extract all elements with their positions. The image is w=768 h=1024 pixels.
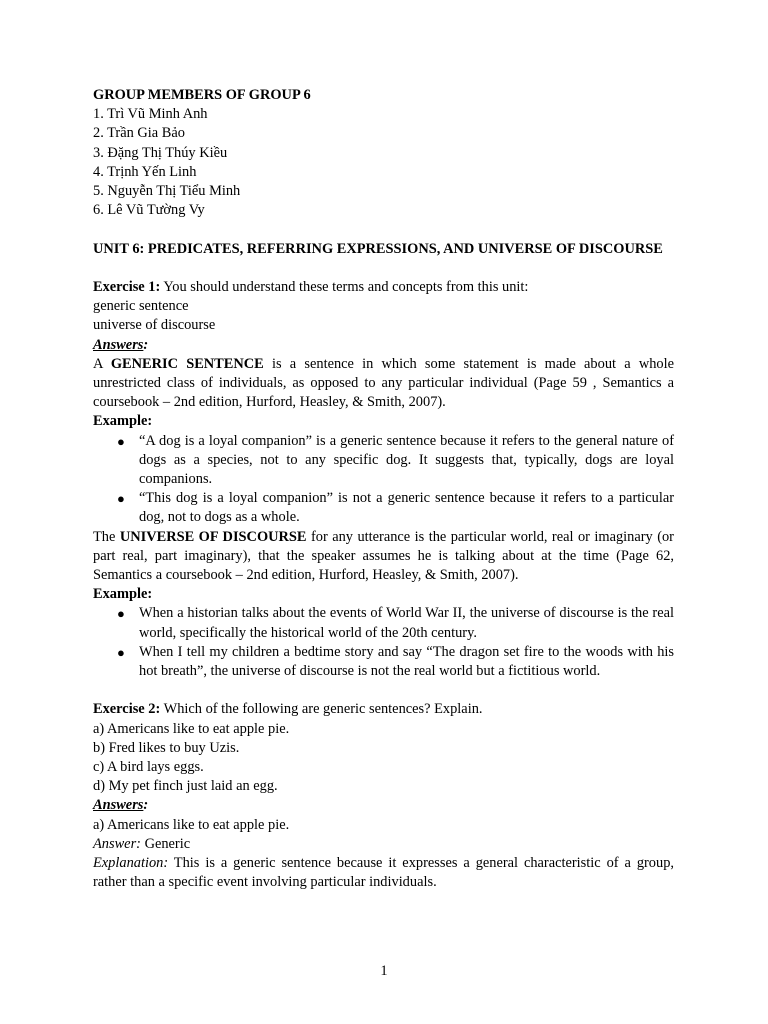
example-label: Example: bbox=[93, 586, 153, 603]
group-heading: GROUP MEMBERS OF GROUP 6 bbox=[93, 87, 311, 103]
spacer bbox=[93, 220, 674, 239]
exercise2-prompt bbox=[93, 700, 674, 719]
generic-lead: A bbox=[93, 355, 111, 372]
question-item: c) A bird lays eggs. bbox=[93, 759, 204, 776]
answers-colon: : bbox=[143, 797, 149, 814]
term-item: universe of discourse bbox=[93, 317, 216, 334]
member-item: 2. Trần Gia Bảo bbox=[93, 125, 185, 142]
member-item: 1. Trì Vũ Minh Anh bbox=[93, 106, 208, 123]
example-text: When I tell my children a bedtime story and say “The dragon set fire to the woods with his hot breath”, the universe of discourse is not the real world but a fictitious world. bbox=[139, 643, 674, 680]
exercise2-label: Exercise 2: bbox=[93, 701, 161, 718]
list-item bbox=[93, 489, 674, 527]
exercise1-label: Exercise 1: bbox=[93, 279, 161, 295]
list-item bbox=[93, 432, 674, 490]
example-text: “A dog is a loyal companion” is a generic sentence because it refers to the general nature of dogs as a species, not to any specific dog. It suggests that, typically, dogs are loyal companions. bbox=[139, 432, 674, 488]
explanation-line bbox=[93, 854, 674, 892]
answer-value: Generic bbox=[140, 835, 191, 852]
exercise1-prompt-text: You should understand these terms and concepts from this unit: bbox=[160, 279, 529, 295]
universe-lead: The bbox=[93, 528, 120, 545]
example-text: When a historian talks about the events of World War II, the universe of discourse is the real world, specifically the historical world of the 20th century. bbox=[139, 605, 674, 641]
answers-label: Answers bbox=[93, 797, 144, 814]
answers-colon: : bbox=[143, 336, 149, 353]
document-body bbox=[93, 86, 674, 892]
answer-item: a) Americans like to eat apple pie. bbox=[93, 816, 290, 833]
generic-definition bbox=[93, 355, 674, 413]
universe-term: UNIVERSE OF DISCOURSE bbox=[119, 528, 307, 545]
exercise1-prompt bbox=[93, 278, 674, 297]
page-number: 1 bbox=[380, 963, 388, 979]
spacer bbox=[93, 681, 674, 700]
member-item: 3. Đặng Thị Thúy Kiều bbox=[93, 144, 228, 161]
explanation-label: Explanation: bbox=[93, 855, 169, 872]
answers-heading bbox=[93, 796, 674, 815]
generic-examples-list bbox=[93, 432, 674, 528]
generic-definition-text: is a sentence in which some statement is made about a whole unrestricted class of individuals, as opposed to any particular individual (Page 59 , Semantics a coursebook – 2nd edition, Hurford, Heasley, & Smith, 2007). bbox=[93, 355, 674, 411]
question-item: a) Americans like to eat apple pie. bbox=[93, 720, 290, 737]
bullet-icon: ● bbox=[117, 644, 125, 660]
question-item: b) Fred likes to buy Uzis. bbox=[93, 739, 240, 756]
term-item: generic sentence bbox=[93, 298, 189, 315]
list-item bbox=[93, 643, 674, 681]
spacer bbox=[93, 259, 674, 278]
unit-title: UNIT 6: PREDICATES, REFERRING EXPRESSIONS, AND UNIVERSE OF DISCOURSE bbox=[93, 240, 663, 257]
exercise2-prompt-text: Which of the following are generic sentences? Explain. bbox=[160, 701, 483, 718]
answers-label: Answers bbox=[93, 336, 144, 353]
answer-label: Answer: bbox=[93, 835, 141, 852]
universe-definition bbox=[93, 528, 674, 586]
answer-line bbox=[93, 835, 674, 854]
generic-term: GENERIC SENTENCE bbox=[110, 355, 264, 372]
bullet-icon: ● bbox=[117, 491, 125, 507]
universe-definition-text: for any utterance is the particular world, real or imaginary (or part real, part imaginary), that the speaker assumes he is talking about at the time (Page 62, Semantics a coursebook – 2nd edition, Hurford, Heasley, & Smith, 2007). bbox=[93, 528, 674, 584]
bullet-icon: ● bbox=[117, 433, 125, 449]
bullet-icon: ● bbox=[117, 606, 125, 622]
list-item bbox=[93, 604, 674, 642]
member-item: 4. Trịnh Yến Linh bbox=[93, 163, 197, 180]
member-item: 5. Nguyễn Thị Tiểu Minh bbox=[93, 183, 241, 200]
explanation-text: This is a generic sentence because it expresses a general characteristic of a group, rather than a specific event involving particular individuals. bbox=[93, 855, 674, 891]
member-item: 6. Lê Vũ Tường Vy bbox=[93, 202, 205, 219]
example-text: “This dog is a loyal companion” is not a generic sentence because it refers to a particular dog, not to dogs as a whole. bbox=[139, 490, 674, 526]
answers-heading bbox=[93, 336, 674, 355]
universe-examples-list bbox=[93, 604, 674, 681]
question-item: d) My pet finch just laid an egg. bbox=[93, 778, 278, 795]
example-label: Example: bbox=[93, 413, 153, 430]
